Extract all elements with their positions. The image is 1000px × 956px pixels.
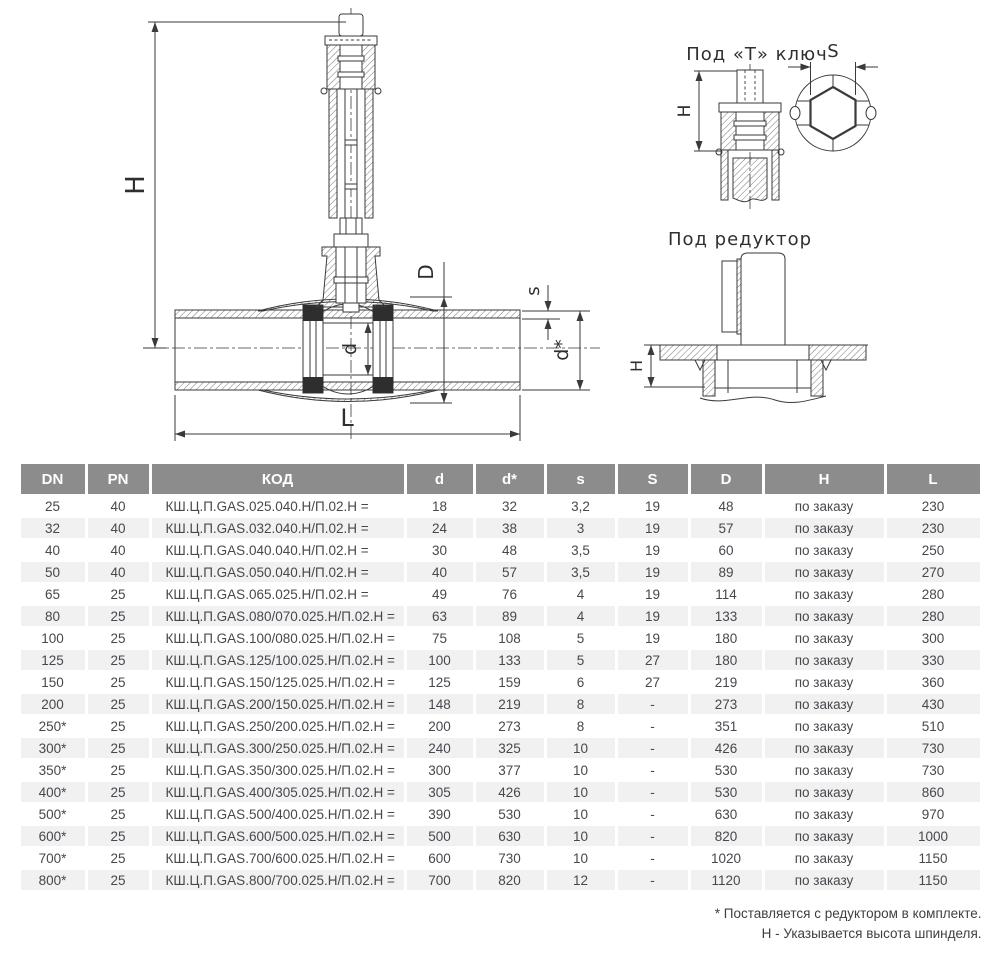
table-cell: 3,2 <box>547 496 615 516</box>
table-cell: 25 <box>88 584 149 604</box>
table-cell: 5 <box>547 650 615 670</box>
table-cell: 148 <box>407 694 473 714</box>
table-row <box>21 672 980 692</box>
table-cell: 40 <box>21 540 85 560</box>
table-cell: 75 <box>407 628 473 648</box>
table-cell: 65 <box>21 584 85 604</box>
table-row <box>21 540 980 560</box>
table-cell: 125 <box>21 650 85 670</box>
table-cell: 400* <box>21 782 85 802</box>
table-cell: - <box>618 716 688 736</box>
table-cell: 19 <box>618 496 688 516</box>
table-cell: 325 <box>476 738 544 758</box>
table-row <box>21 584 980 604</box>
table-cell: 48 <box>476 540 544 560</box>
table-cell: 300 <box>887 628 980 648</box>
dim-label-s: s <box>523 286 544 296</box>
table-cell: КШ.Ц.П.GAS.032.040.Н/П.02.Н = <box>152 518 404 538</box>
table-cell: КШ.Ц.П.GAS.125/100.025.Н/П.02.Н = <box>152 650 404 670</box>
table-cell: 40 <box>88 496 149 516</box>
table-cell: 10 <box>547 782 615 802</box>
table-cell: 25 <box>88 826 149 846</box>
footnote-reducer: * Поставляется с редуктором в комплекте. <box>714 906 982 921</box>
table-cell: 4 <box>547 584 615 604</box>
table-cell: 600 <box>407 848 473 868</box>
table-cell: 25 <box>21 496 85 516</box>
table-cell: 40 <box>88 540 149 560</box>
table-cell: 430 <box>887 694 980 714</box>
detail-t-key-title: Под «Т» ключ <box>686 44 828 65</box>
table-cell: КШ.Ц.П.GAS.250/200.025.Н/П.02.Н = <box>152 716 404 736</box>
table-cell: 530 <box>691 760 762 780</box>
table-cell: КШ.Ц.П.GAS.600/500.025.Н/П.02.Н = <box>152 826 404 846</box>
table-cell: КШ.Ц.П.GAS.500/400.025.Н/П.02.Н = <box>152 804 404 824</box>
table-cell: 19 <box>618 540 688 560</box>
column-header-9: L <box>887 464 980 494</box>
table-cell: 426 <box>476 782 544 802</box>
table-cell: 500 <box>407 826 473 846</box>
table-cell: - <box>618 848 688 868</box>
table-cell: 280 <box>887 584 980 604</box>
table-cell: по заказу <box>765 870 884 890</box>
table-cell: 25 <box>88 716 149 736</box>
table-cell: 4 <box>547 606 615 626</box>
column-header-0: DN <box>21 464 85 494</box>
table-row <box>21 562 980 582</box>
table-cell: 19 <box>618 562 688 582</box>
table-cell: 280 <box>887 606 980 626</box>
table-cell: 57 <box>476 562 544 582</box>
table-cell: КШ.Ц.П.GAS.080/070.025.Н/П.02.Н = <box>152 606 404 626</box>
table-row <box>21 782 980 802</box>
detail-reducer <box>627 229 868 403</box>
table-cell: 32 <box>21 518 85 538</box>
table-cell: 730 <box>887 760 980 780</box>
table-cell: по заказу <box>765 606 884 626</box>
table-cell: 25 <box>88 848 149 868</box>
table-cell: 32 <box>476 496 544 516</box>
table-cell: 40 <box>88 518 149 538</box>
table-row <box>21 716 980 736</box>
table-cell: 6 <box>547 672 615 692</box>
table-cell: 27 <box>618 672 688 692</box>
detail-t-key <box>675 41 878 212</box>
table-cell: 89 <box>691 562 762 582</box>
column-header-1: PN <box>88 464 149 494</box>
table-cell: 250 <box>887 540 980 560</box>
table-cell: 38 <box>476 518 544 538</box>
table-cell: 40 <box>88 562 149 582</box>
table-cell: 270 <box>887 562 980 582</box>
table-cell: 820 <box>691 826 762 846</box>
table-cell: 351 <box>691 716 762 736</box>
table-cell: 12 <box>547 870 615 890</box>
table-cell: - <box>618 738 688 758</box>
table-container <box>18 462 983 892</box>
table-cell: 510 <box>887 716 980 736</box>
table-cell: 250* <box>21 716 85 736</box>
table-cell: 108 <box>476 628 544 648</box>
table-cell: 3,5 <box>547 540 615 560</box>
table-cell: по заказу <box>765 628 884 648</box>
table-cell: 330 <box>887 650 980 670</box>
table-cell: 25 <box>88 870 149 890</box>
table-cell: 125 <box>407 672 473 692</box>
table-cell: 1120 <box>691 870 762 890</box>
table-cell: 600* <box>21 826 85 846</box>
table-cell: 19 <box>618 628 688 648</box>
table-cell: 25 <box>88 606 149 626</box>
table-row <box>21 870 980 890</box>
table-cell: 3 <box>547 518 615 538</box>
table-cell: - <box>618 870 688 890</box>
table-cell: 133 <box>691 606 762 626</box>
table-cell: 63 <box>407 606 473 626</box>
table-cell: 300 <box>407 760 473 780</box>
table-cell: по заказу <box>765 540 884 560</box>
table-cell: 1150 <box>887 848 980 868</box>
table-cell: по заказу <box>765 694 884 714</box>
table-cell: 27 <box>618 650 688 670</box>
table-cell: 700 <box>407 870 473 890</box>
dimension-d-star <box>522 311 590 390</box>
table-cell: 300* <box>21 738 85 758</box>
table-cell: 230 <box>887 518 980 538</box>
table-cell: - <box>618 782 688 802</box>
right-seat <box>373 305 393 393</box>
table-cell: 219 <box>476 694 544 714</box>
table-cell: 1020 <box>691 848 762 868</box>
table-cell: 200 <box>21 694 85 714</box>
table-cell: по заказу <box>765 562 884 582</box>
table-cell: 800* <box>21 870 85 890</box>
table-cell: 100 <box>407 650 473 670</box>
table-cell: по заказу <box>765 584 884 604</box>
table-cell: 19 <box>618 518 688 538</box>
table-cell: 76 <box>476 584 544 604</box>
table-cell: по заказу <box>765 496 884 516</box>
table-cell: 60 <box>691 540 762 560</box>
table-cell: 25 <box>88 804 149 824</box>
dim-label-L: L <box>340 404 354 432</box>
table-cell: 426 <box>691 738 762 758</box>
table-cell: 19 <box>618 584 688 604</box>
table-cell: 180 <box>691 628 762 648</box>
technical-drawing <box>0 0 1000 458</box>
table-cell: 530 <box>691 782 762 802</box>
table-cell: 530 <box>476 804 544 824</box>
table-cell: - <box>618 804 688 824</box>
dim-label-H-t-key: H <box>675 104 695 118</box>
table-body <box>21 496 980 890</box>
table-cell: 25 <box>88 628 149 648</box>
table-cell: 10 <box>547 848 615 868</box>
table-cell: КШ.Ц.П.GAS.400/305.025.Н/П.02.Н = <box>152 782 404 802</box>
table-cell: 133 <box>476 650 544 670</box>
dim-label-H-reducer: H <box>627 359 646 373</box>
table-cell: по заказу <box>765 782 884 802</box>
table-cell: по заказу <box>765 848 884 868</box>
table-cell: по заказу <box>765 716 884 736</box>
left-seat <box>303 305 323 393</box>
table-cell: 820 <box>476 870 544 890</box>
table-cell: 5 <box>547 628 615 648</box>
column-header-3: d <box>407 464 473 494</box>
table-cell: 700* <box>21 848 85 868</box>
table-cell: КШ.Ц.П.GAS.800/700.025.Н/П.02.Н = <box>152 870 404 890</box>
table-cell: 25 <box>88 760 149 780</box>
table-cell: КШ.Ц.П.GAS.300/250.025.Н/П.02.Н = <box>152 738 404 758</box>
table-cell: КШ.Ц.П.GAS.040.040.Н/П.02.Н = <box>152 540 404 560</box>
dim-label-D: D <box>414 264 438 280</box>
table-cell: по заказу <box>765 650 884 670</box>
table-cell: 377 <box>476 760 544 780</box>
table-cell: 970 <box>887 804 980 824</box>
table-cell: 730 <box>476 848 544 868</box>
dim-label-S-t-key: S <box>827 41 839 62</box>
table-cell: 8 <box>547 716 615 736</box>
table-row <box>21 496 980 516</box>
table-cell: 24 <box>407 518 473 538</box>
dim-label-d: d <box>339 342 361 356</box>
table-row <box>21 804 980 824</box>
column-header-7: D <box>691 464 762 494</box>
table-cell: - <box>618 826 688 846</box>
table-cell: 273 <box>691 694 762 714</box>
column-header-4: d* <box>476 464 544 494</box>
table-cell: 114 <box>691 584 762 604</box>
table-cell: 200 <box>407 716 473 736</box>
table-cell: 8 <box>547 694 615 714</box>
table-row <box>21 694 980 714</box>
table-cell: 30 <box>407 540 473 560</box>
table-cell: 305 <box>407 782 473 802</box>
dim-label-d-star: d* <box>551 339 573 361</box>
table-cell: 80 <box>21 606 85 626</box>
table-cell: КШ.Ц.П.GAS.050.040.Н/П.02.Н = <box>152 562 404 582</box>
table-row <box>21 738 980 758</box>
table-cell: 3,5 <box>547 562 615 582</box>
table-cell: 180 <box>691 650 762 670</box>
dimension-H <box>121 22 346 348</box>
table-cell: КШ.Ц.П.GAS.025.040.Н/П.02.Н = <box>152 496 404 516</box>
table-cell: по заказу <box>765 738 884 758</box>
table-cell: КШ.Ц.П.GAS.100/080.025.Н/П.02.Н = <box>152 628 404 648</box>
table-cell: КШ.Ц.П.GAS.350/300.025.Н/П.02.Н = <box>152 760 404 780</box>
main-valve-drawing <box>121 8 600 442</box>
table-cell: КШ.Ц.П.GAS.700/600.025.Н/П.02.Н = <box>152 848 404 868</box>
table-cell: 25 <box>88 672 149 692</box>
table-cell: 150 <box>21 672 85 692</box>
table-cell: 360 <box>887 672 980 692</box>
table-cell: 10 <box>547 760 615 780</box>
table-cell: - <box>618 694 688 714</box>
table-cell: 630 <box>691 804 762 824</box>
table-cell: по заказу <box>765 518 884 538</box>
table-cell: 630 <box>476 826 544 846</box>
table-cell: 219 <box>691 672 762 692</box>
table-cell: 240 <box>407 738 473 758</box>
table-cell: 350* <box>21 760 85 780</box>
table-cell: КШ.Ц.П.GAS.065.025.Н/П.02.Н = <box>152 584 404 604</box>
table-cell: 10 <box>547 738 615 758</box>
table-cell: 48 <box>691 496 762 516</box>
table-cell: по заказу <box>765 672 884 692</box>
dim-label-H-main: H <box>121 175 151 195</box>
table-row <box>21 650 980 670</box>
table-cell: 25 <box>88 650 149 670</box>
table-cell: 500* <box>21 804 85 824</box>
column-header-2: КОД <box>152 464 404 494</box>
dimensions-table <box>18 462 983 892</box>
table-cell: 860 <box>887 782 980 802</box>
dimension-d <box>339 323 368 375</box>
table-cell: 10 <box>547 826 615 846</box>
table-cell: 25 <box>88 782 149 802</box>
footnote-spindle-height: Н - Указывается высота шпинделя. <box>761 925 982 941</box>
table-cell: 100 <box>21 628 85 648</box>
table-row <box>21 628 980 648</box>
table-cell: 159 <box>476 672 544 692</box>
table-cell: 230 <box>887 496 980 516</box>
table-cell: 89 <box>476 606 544 626</box>
table-cell: 40 <box>407 562 473 582</box>
table-row <box>21 760 980 780</box>
table-cell: 49 <box>407 584 473 604</box>
table-cell: КШ.Ц.П.GAS.200/150.025.Н/П.02.Н = <box>152 694 404 714</box>
table-cell: 273 <box>476 716 544 736</box>
table-cell: 390 <box>407 804 473 824</box>
column-header-6: S <box>618 464 688 494</box>
table-cell: 25 <box>88 738 149 758</box>
table-row <box>21 848 980 868</box>
table-cell: 1000 <box>887 826 980 846</box>
table-cell: по заказу <box>765 760 884 780</box>
table-row <box>21 826 980 846</box>
t-key-end-view <box>790 75 876 151</box>
detail-reducer-title: Под редуктор <box>667 229 813 250</box>
column-header-5: s <box>547 464 615 494</box>
table-row <box>21 518 980 538</box>
table-row <box>21 606 980 626</box>
header-row <box>21 464 980 494</box>
table-cell: 1150 <box>887 870 980 890</box>
table-cell: по заказу <box>765 804 884 824</box>
table-cell: 10 <box>547 804 615 824</box>
table-cell: 730 <box>887 738 980 758</box>
table-head <box>21 464 980 494</box>
table-cell: 18 <box>407 496 473 516</box>
table-cell: 19 <box>618 606 688 626</box>
table-cell: 50 <box>21 562 85 582</box>
table-cell: 57 <box>691 518 762 538</box>
column-header-8: H <box>765 464 884 494</box>
table-cell: - <box>618 760 688 780</box>
table-cell: 25 <box>88 694 149 714</box>
table-cell: КШ.Ц.П.GAS.150/125.025.Н/П.02.Н = <box>152 672 404 692</box>
table-cell: по заказу <box>765 826 884 846</box>
footnotes <box>19 904 982 943</box>
